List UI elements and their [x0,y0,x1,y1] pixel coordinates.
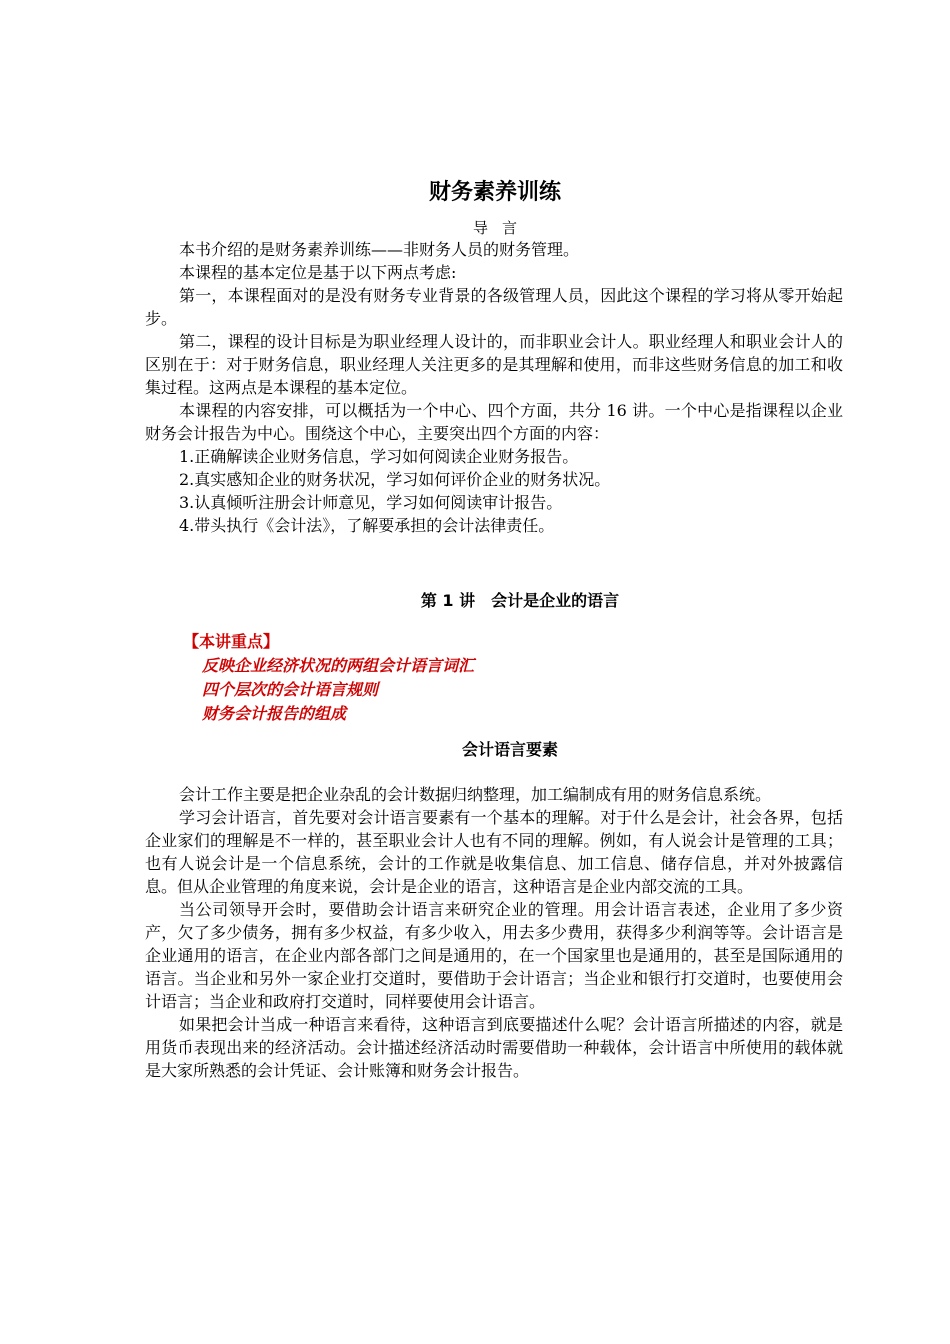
body-section [145,783,843,1082]
body-paragraph: 会计工作主要是把企业杂乱的会计数据归纳整理，加工编制成有用的财务信息系统。 [179,785,772,804]
lecture-title: 第 1 讲 会计是企业的语言 [420,591,620,610]
intro-list-item: 1.正确解读企业财务信息，学习如何阅读企业财务报告。 [179,447,579,466]
key-point-item: 反映企业经济状况的两组会计语言词汇 [202,656,475,675]
intro-list-item: 2.真实感知企业的财务状况，学习如何评价企业的财务状况。 [179,470,611,489]
intro-paragraph: 第一，本课程面对的是没有财务专业背景的各级管理人员，因此这个课程的学习将从零开始起步。 [145,286,843,328]
intro-paragraph: 第二，课程的设计目标是为职业经理人设计的，而非职业会计人。职业经理人和职业会计人的区别在于：对于财务信息，职业经理人关注更多的是其理解和使用，而非这些财务信息的加工和收集过程。这两点是本课程的基本定位。 [145,332,843,397]
body-paragraph: 学习会计语言，首先要对会计语言要素有一个基本的理解。对于什么是会计，社会各界，包括企业家们的理解是不一样的，甚至职业会计人也有不同的理解。例如，有人说会计是管理的工具；也有人说会计是一个信息系统，会计的工作就是收集信息、加工信息、储存信息，并对外披露信息。但从企业管理的角度来说，会计是企业的语言，这种语言是企业内部交流的工具。 [145,808,843,896]
intro-paragraph: 本课程的基本定位是基于以下两点考虑: [179,263,457,282]
intro-paragraph: 本课程的内容安排，可以概括为一个中心、四个方面，共分 16 讲。一个中心是指课程以企业财务会计报告为中心。围绕这个中心，主要突出四个方面的内容： [145,401,843,443]
document-page [145,0,845,1344]
section-title: 会计语言要素 [461,740,558,759]
intro-paragraph: 本书介绍的是财务素养训练——非财务人员的财务管理。 [179,240,580,259]
intro-list-item: 4.带头执行《会计法》，了解要承担的会计法律责任。 [179,516,555,535]
body-paragraph: 如果把会计当成一种语言来看待，这种语言到底要描述什么呢？会计语言所描述的内容，就是用货币表现出来的经济活动。会计描述经济活动时需要借助一种载体，会计语言中所使用的载体就是大家所熟悉的会计凭证、会计账簿和财务会计报告。 [145,1015,843,1080]
intro-heading: 导言 [472,219,531,237]
body-paragraph: 当公司领导开会时，要借助会计语言来研究企业的管理。用会计语言表述，企业用了多少资产，欠了多少债务，拥有多少权益，有多少收入，用去多少费用，获得多少利润等等。会计语言是企业通用的语言，在企业内部各部门之间是通用的，在一个国家里也是通用的，甚至是国际通用的语言。当企业和另外一家企业打交道时，要借助于会计语言；当企业和银行打交道时，也要使用会计语言；当企业和政府打交道时，同样要使用会计语言。 [145,900,843,1011]
key-points-box [183,630,474,726]
key-points-title: 【本讲重点】 [183,632,280,651]
document-title: 财务素养训练 [428,180,561,205]
intro-list-item: 3.认真倾听注册会计师意见，学习如何阅读审计报告。 [179,493,563,512]
key-point-item: 四个层次的会计语言规则 [202,680,379,699]
intro-section [145,238,843,537]
key-point-item: 财务会计报告的组成 [202,704,347,723]
